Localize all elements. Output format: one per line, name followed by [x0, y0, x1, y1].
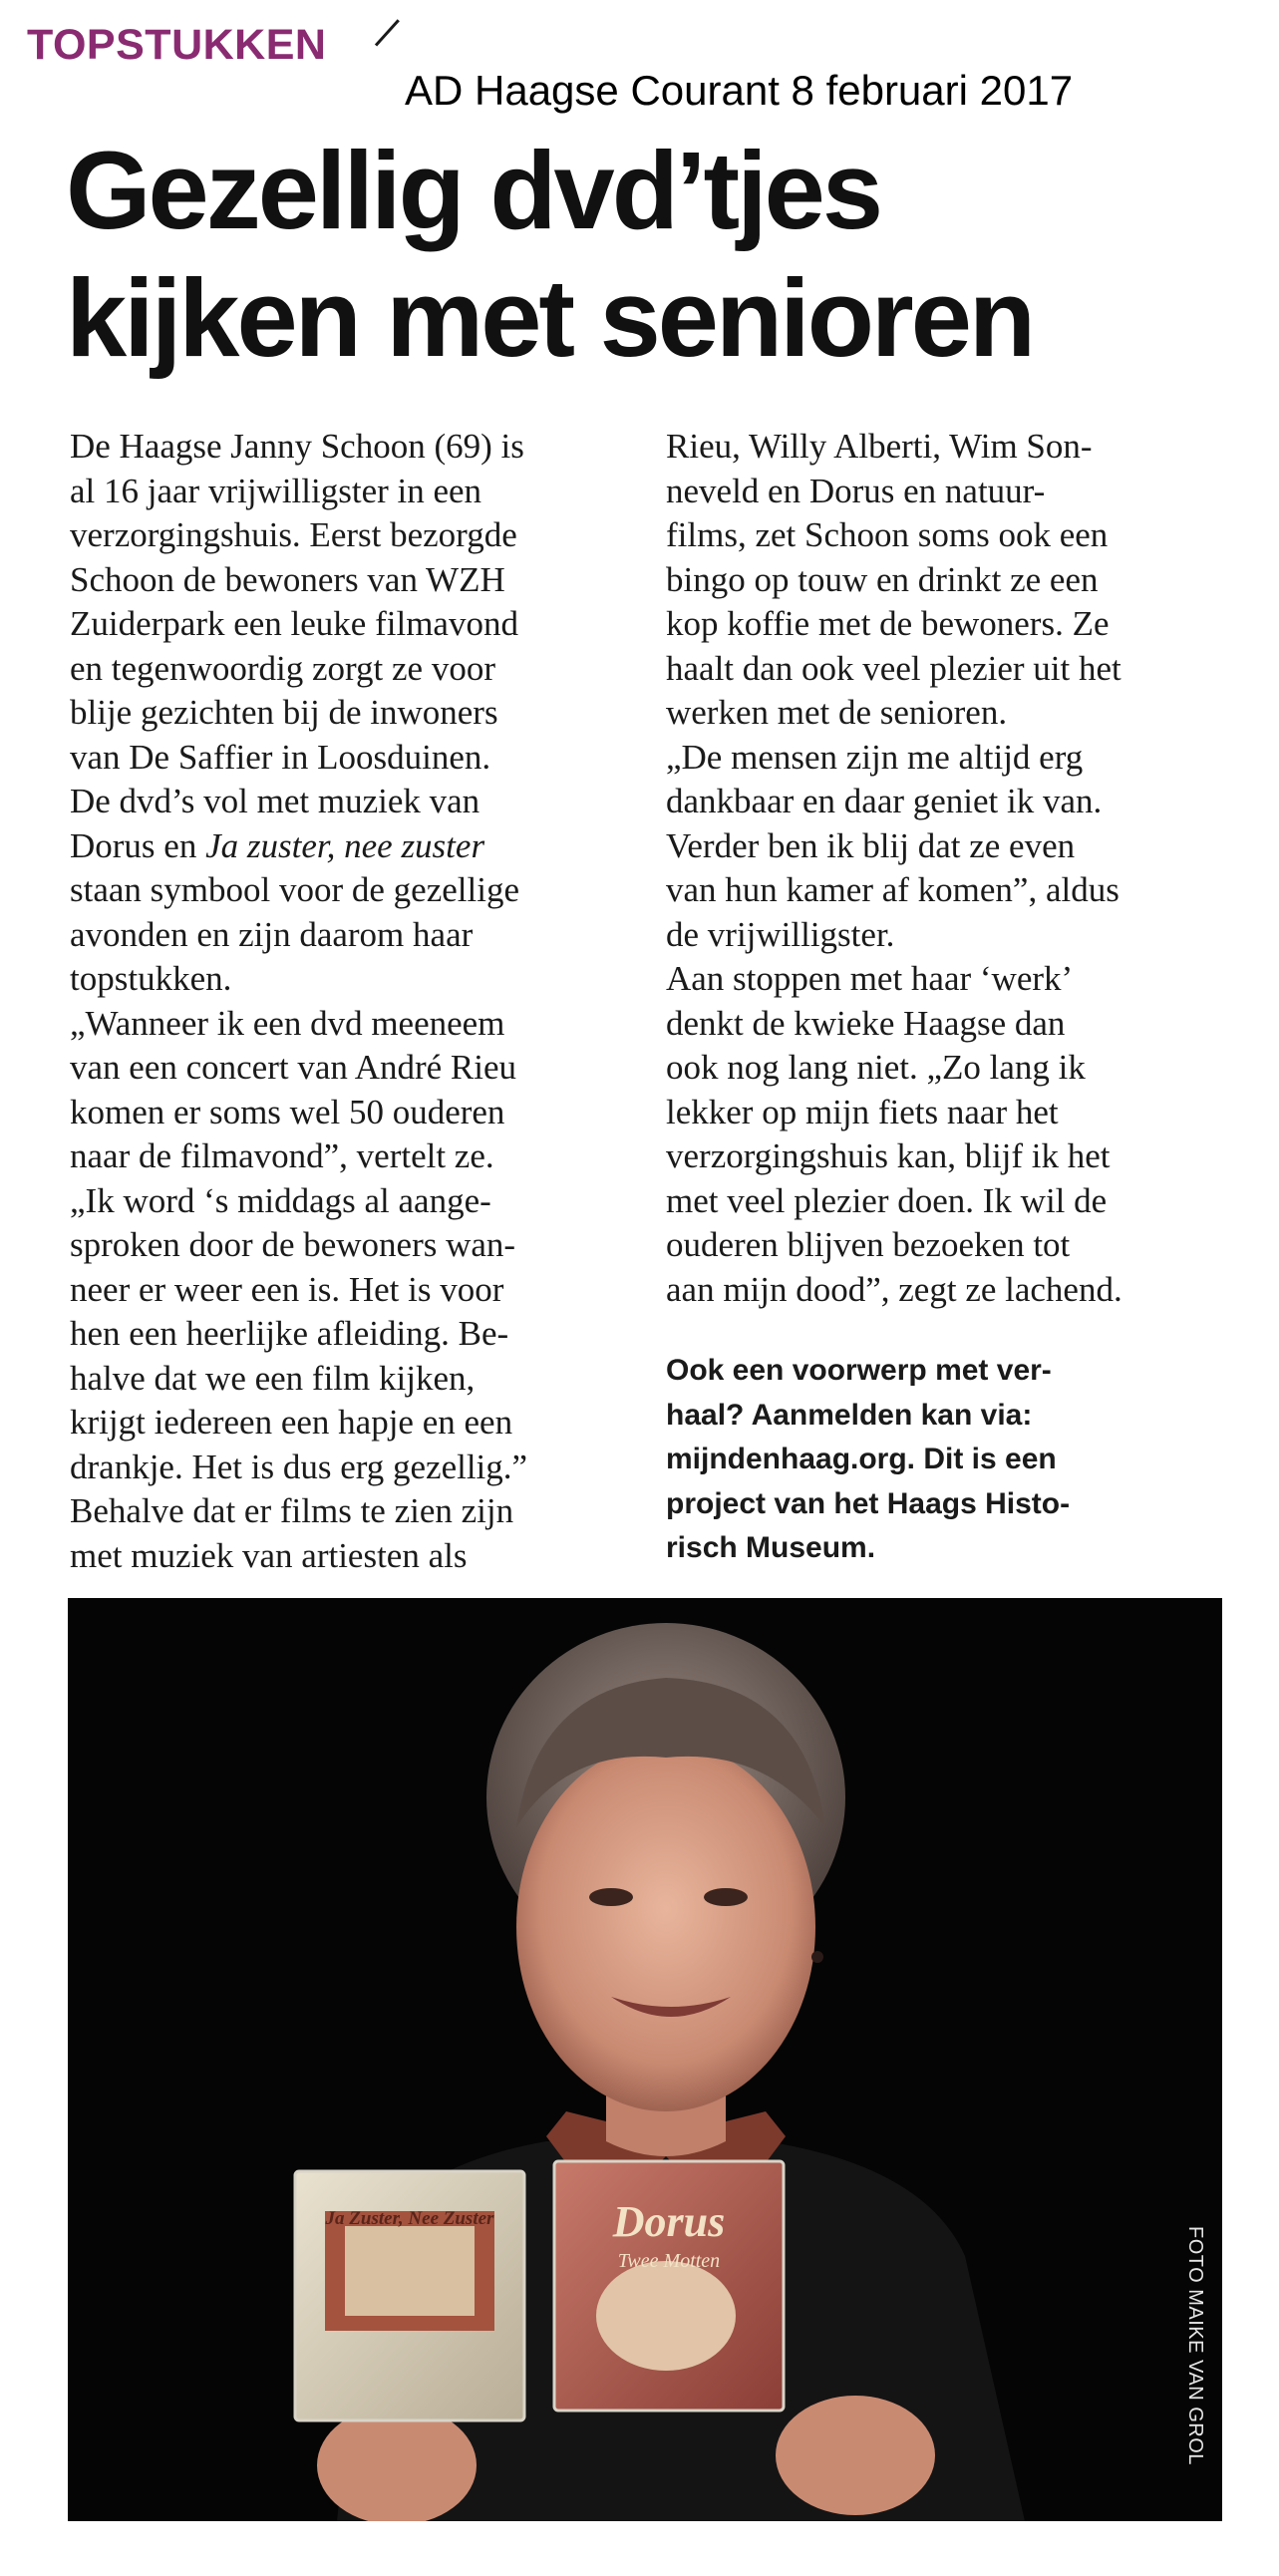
article-line: neveld en Dorus en natuur- — [666, 471, 1046, 510]
hand-right — [776, 2396, 935, 2515]
article-line: haalt dan ook veel plezier uit het — [666, 648, 1121, 688]
article-line: Aan stoppen met haar ‘werk’ — [666, 959, 1074, 998]
callout-line: mijndenhaag.org. Dit is een — [666, 1443, 1057, 1475]
article-line: al 16 jaar vrijwilligster in een — [70, 471, 482, 510]
article-line: krijgt iedereen een hapje en een — [70, 1403, 513, 1442]
article-line: drankje. Het is dus erg gezellig.” — [70, 1447, 528, 1486]
article-line: aan mijn dood”, zegt ze lachend. — [666, 1269, 1122, 1309]
article-line-prefix: Dorus en — [70, 825, 206, 865]
article-line: „Ik word ‘s middags al aange- — [70, 1180, 491, 1220]
dvd-title-italic: Ja zuster, nee zuster — [205, 825, 485, 865]
article-line: ouderen blijven bezoeken tot — [666, 1225, 1071, 1264]
article-line: en tegenwoordig zorgt ze voor — [70, 648, 495, 688]
article-line: De Haagse Janny Schoon (69) is — [70, 427, 524, 466]
headline-line-2: kijken met senioren — [66, 257, 1034, 380]
article-line: naar de filmavond”, vertelt ze. — [70, 1136, 494, 1175]
hand-left — [317, 2406, 477, 2521]
article-line: Zuiderpark een leuke filmavond — [70, 604, 518, 643]
article-line: verzorgingshuis. Eerst bezorgde — [70, 515, 517, 554]
article-line: De dvd’s vol met muziek van — [70, 782, 480, 820]
article-photo — [68, 1598, 1222, 2521]
rubric-slash — [375, 19, 400, 46]
article-line: kop koffie met de bewoners. Ze — [666, 604, 1110, 643]
headline — [66, 128, 1242, 383]
article-line: hen een heerlijke afleiding. Be- — [70, 1314, 509, 1353]
article-line: halve dat we een film kijken, — [70, 1358, 476, 1398]
callout-box — [666, 1349, 1244, 1571]
article-line: avonden en zijn daarom haar — [70, 914, 474, 954]
article-line: „De mensen zijn me altijd erg — [666, 737, 1084, 777]
rubric-label: TOPSTUKKEN — [27, 21, 327, 69]
article-line: topstukken. — [70, 959, 232, 998]
article-line: van hun kamer af komen”, aldus — [666, 870, 1119, 909]
portrait-illustration — [68, 1598, 1222, 2521]
article-line: Rieu, Willy Alberti, Wim Son- — [666, 427, 1093, 466]
article-line: met veel plezier doen. Ik wil de — [666, 1180, 1108, 1220]
cd-right-title: Dorus — [612, 2197, 726, 2246]
article-line: lekker op mijn fiets naar het — [666, 1092, 1059, 1131]
face — [516, 1743, 815, 2111]
article-line: Verder ben ik blij dat ze even — [666, 825, 1076, 865]
article-line: van een concert van André Rieu — [70, 1048, 517, 1087]
callout-line: Ook een voorwerp met ver- — [666, 1354, 1052, 1387]
article-line-with-title — [70, 824, 628, 869]
article-column-right — [666, 425, 1234, 1312]
article-line: de vrijwilligster. — [666, 914, 895, 954]
article-line: ook nog lang niet. „Zo lang ik — [666, 1048, 1086, 1087]
article-line: denkt de kwieke Haagse dan — [666, 1003, 1066, 1043]
article-line: van De Saffier in Loosduinen. — [70, 737, 491, 777]
headline-line-1: Gezellig dvd’tjes — [66, 130, 881, 252]
cd-left-title: Ja Zuster, Nee Zuster — [325, 2208, 494, 2229]
article-column-left — [70, 425, 628, 1578]
callout-line: risch Museum. — [666, 1531, 876, 1564]
article-line: Schoon de bewoners van WZH — [70, 559, 505, 599]
dateline: AD Haagse Courant 8 februari 2017 — [405, 67, 1074, 114]
article-line: sproken door de bewoners wan- — [70, 1225, 516, 1264]
article-line: met muziek van artiesten als — [70, 1535, 468, 1575]
article-line: verzorgingshuis kan, blijf ik het — [666, 1136, 1111, 1175]
callout-line: haal? Aanmelden kan via: — [666, 1398, 1033, 1432]
article-line: staan symbool voor de gezellige — [70, 870, 519, 909]
article-line: Behalve dat er films te zien zijn — [70, 1491, 514, 1530]
callout-line: project van het Haags Histo- — [666, 1486, 1071, 1520]
article-line: werken met de senioren. — [666, 693, 1008, 732]
article-line: bingo op touw en drinkt ze een — [666, 559, 1099, 599]
article-line: films, zet Schoon soms ook een — [666, 515, 1109, 554]
article-line: blije gezichten bij de inwoners — [70, 693, 498, 732]
article-line: neer er weer een is. Het is voor — [70, 1269, 504, 1309]
article-line: dankbaar en daar geniet ik van. — [666, 782, 1103, 820]
article-line: „Wanneer ik een dvd meeneem — [70, 1003, 505, 1043]
article-line: komen er soms wel 50 ouderen — [70, 1092, 505, 1131]
cd-right-subtitle: Twee Motten — [617, 2250, 721, 2272]
photo-credit: FOTO MAIKE VAN GROL — [1184, 2226, 1206, 2465]
